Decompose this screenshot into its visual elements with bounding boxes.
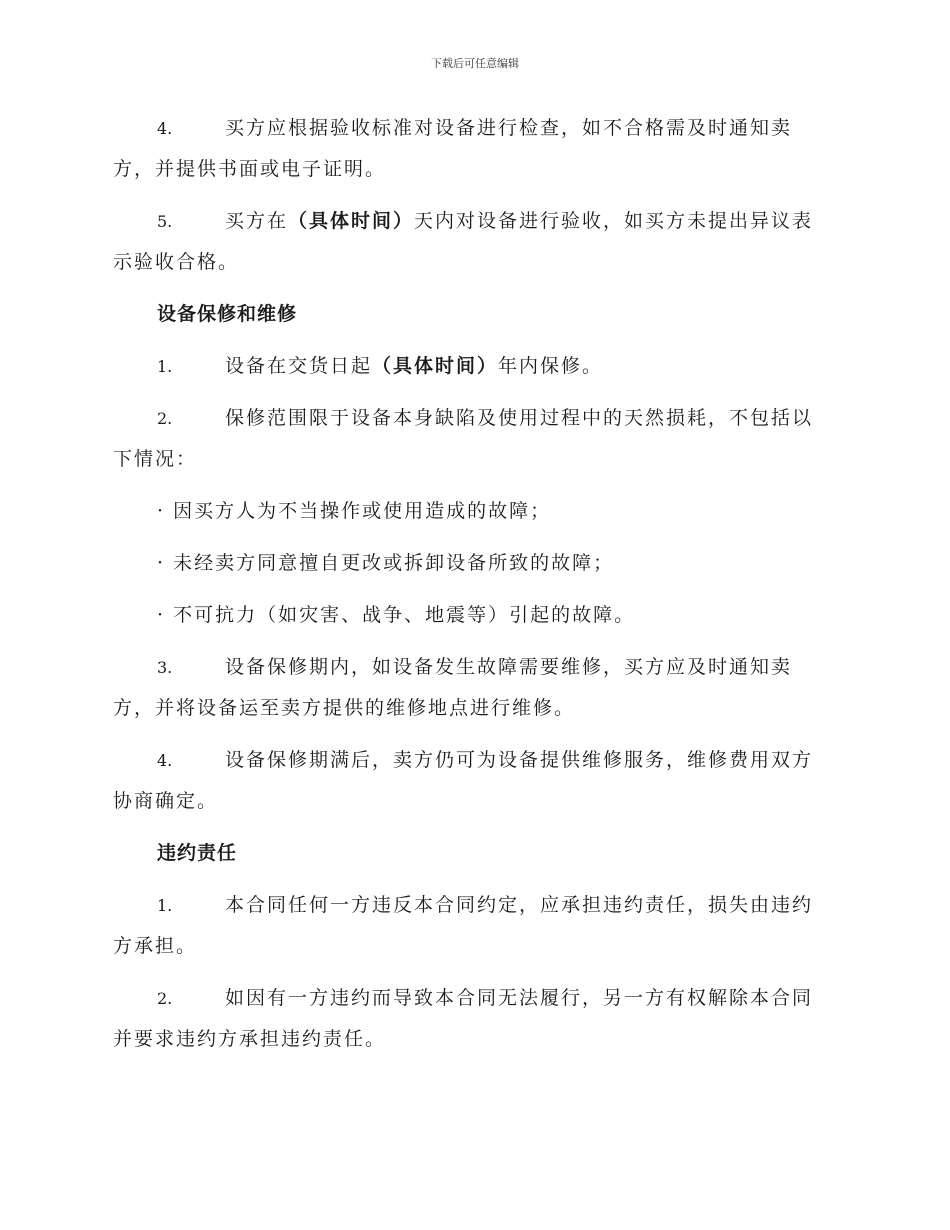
item-number: 4. <box>157 751 173 770</box>
document-body <box>113 108 833 1071</box>
item-text: 如因有一方违约而导致本合同无法履行，另一方有权解除本合同并要求违约方承担违约责任。 <box>113 987 814 1050</box>
item-text: 买方应根据验收标准对设备进行检查，如不合格需及时通知卖方，并提供书面或电子证明。 <box>113 117 793 180</box>
item-number: 1. <box>157 357 173 376</box>
acceptance-item-5 <box>113 201 833 283</box>
item-number: 1. <box>157 896 173 915</box>
warranty-exclusion-2: · 未经卖方同意擅自更改或拆卸设备所致的故障； <box>157 552 615 574</box>
warranty-item-4 <box>113 740 833 822</box>
liability-item-2 <box>113 978 833 1060</box>
item-text-bold: （具体时间） <box>288 210 415 232</box>
item-text: 设备保修期满后，卖方仍可为设备提供维修服务，维修费用双方协商确定。 <box>113 749 814 812</box>
item-number: 3. <box>157 658 173 677</box>
item-number: 5. <box>157 212 173 231</box>
warranty-item-3 <box>113 647 833 729</box>
acceptance-item-4 <box>113 108 833 190</box>
warranty-item-2 <box>113 398 833 480</box>
page-header: 下载后可任意编辑 <box>431 57 519 70</box>
item-number: 4. <box>157 119 173 138</box>
item-text-bold: （具体时间） <box>372 355 499 377</box>
item-number: 2. <box>157 409 173 428</box>
liability-item-1 <box>113 885 833 967</box>
item-number: 2. <box>157 989 173 1008</box>
warranty-exclusion-1: · 因买方人为不当操作或使用造成的故障； <box>157 500 552 522</box>
item-text-post: 年内保修。 <box>498 355 604 377</box>
item-text: 保修范围限于设备本身缺陷及使用过程中的天然损耗，不包括以下情况： <box>113 407 814 470</box>
item-text-pre: 设备在交货日起 <box>225 355 373 377</box>
warranty-heading: 设备保修和维修 <box>157 303 298 325</box>
item-text-post: 天内对设备进行验收，如买方未提出异议表示验收合格。 <box>113 210 814 273</box>
item-text: 本合同任何一方违反本合同约定，应承担违约责任，损失由违约方承担。 <box>113 894 814 957</box>
item-text: 设备保修期内，如设备发生故障需要维修，买方应及时通知卖方，并将设备运至卖方提供的维修地点进行维修。 <box>113 656 793 719</box>
liability-heading: 违约责任 <box>157 842 238 864</box>
warranty-exclusion-3: · 不可抗力（如灾害、战争、地震等）引起的故障。 <box>157 604 636 626</box>
item-text-pre: 买方在 <box>225 210 289 232</box>
warranty-item-1 <box>113 346 833 387</box>
